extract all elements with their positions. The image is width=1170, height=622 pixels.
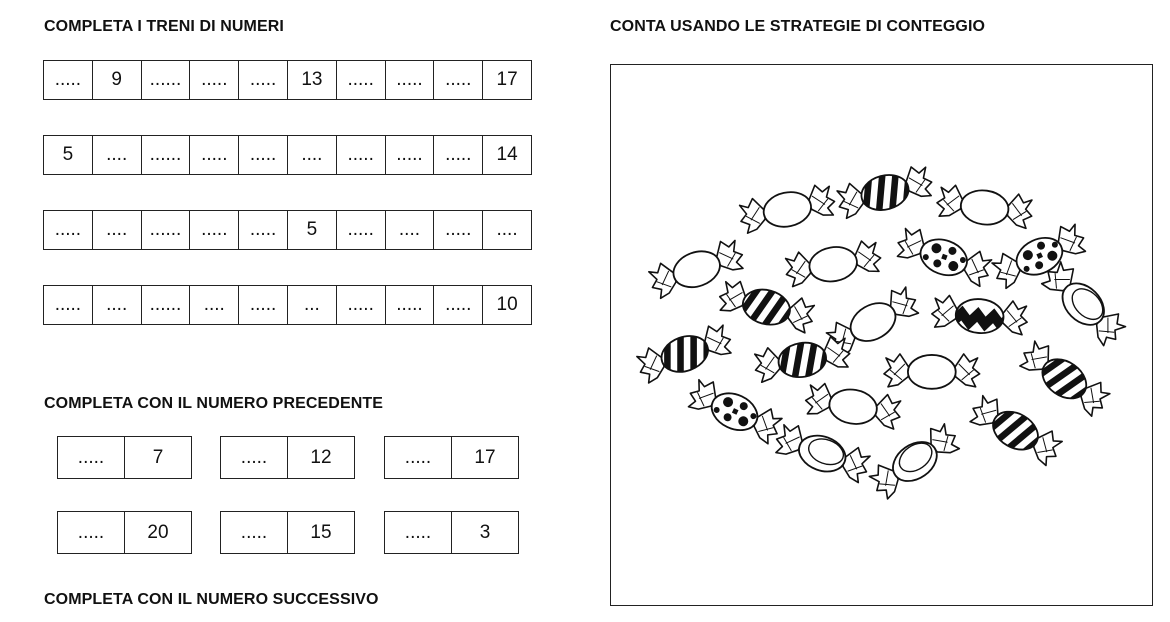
train-cell[interactable]: ...... [142, 61, 191, 99]
number-train-4 [43, 285, 532, 325]
answer-cell[interactable]: ..... [58, 512, 125, 553]
given-number: 17 [474, 446, 496, 468]
train-cell[interactable]: ... [288, 286, 337, 324]
train-cell[interactable]: ..... [337, 136, 386, 174]
precedente-box [384, 436, 519, 479]
train-cell[interactable]: 5 [288, 211, 337, 249]
train-cell[interactable]: ..... [386, 61, 435, 99]
train-cell[interactable]: ..... [190, 61, 239, 99]
train-cell[interactable]: ..... [239, 61, 288, 99]
given-number: 20 [147, 521, 169, 543]
candy-icon [865, 419, 963, 502]
candy-icon [1037, 258, 1129, 350]
candy-icon [633, 319, 737, 389]
precedente-box [220, 511, 355, 554]
number-train-3 [43, 210, 532, 250]
train-cell[interactable]: ..... [434, 286, 483, 324]
candy-icon [884, 354, 980, 389]
candy-picture-frame [610, 64, 1153, 606]
candy-icon [715, 275, 818, 338]
candy-icon [803, 381, 903, 432]
train-cell[interactable]: .... [288, 136, 337, 174]
train-cell[interactable]: ..... [337, 286, 386, 324]
precedente-box [57, 436, 192, 479]
train-cell[interactable]: 5 [44, 136, 93, 174]
train-cell[interactable]: ..... [386, 286, 435, 324]
train-cell[interactable]: ..... [434, 136, 483, 174]
given-number: 15 [310, 521, 332, 543]
candy-illustration [611, 65, 1152, 605]
train-cell[interactable]: ..... [434, 211, 483, 249]
given-number: 3 [479, 521, 491, 543]
heading-conta: CONTA USANDO LE STRATEGIE DI CONTEGGIO [610, 18, 986, 35]
answer-cell[interactable]: ..... [221, 437, 288, 478]
train-cell[interactable]: 17 [496, 69, 518, 90]
train-cell[interactable]: ..... [386, 136, 435, 174]
train-cell[interactable]: ..... [239, 211, 288, 249]
precedente-box [220, 436, 355, 479]
train-cell[interactable]: .... [190, 286, 239, 324]
number-train-2 [43, 135, 532, 175]
candy-icon [964, 389, 1067, 471]
train-cell[interactable]: 10 [496, 294, 518, 315]
heading-successivo: COMPLETA CON IL NUMERO SUCCESSIVO [44, 591, 379, 608]
given-number: 12 [310, 446, 332, 468]
candy-icon [1014, 335, 1115, 423]
heading-precedente: COMPLETA CON IL NUMERO PRECEDENTE [44, 395, 384, 412]
train-cell[interactable]: ..... [337, 211, 386, 249]
candy-icon [737, 182, 838, 236]
precedente-box [384, 511, 519, 554]
train-cell[interactable]: 14 [496, 144, 518, 165]
answer-cell[interactable]: ..... [221, 512, 288, 553]
train-cell[interactable]: ..... [44, 61, 93, 99]
candy-icon [783, 238, 883, 289]
answer-cell[interactable]: ..... [385, 512, 452, 553]
heading-trains: COMPLETA I TRENI DI NUMERI [44, 18, 284, 35]
candy-icon [684, 375, 785, 447]
train-cell[interactable]: ..... [239, 136, 288, 174]
candy-icon [931, 294, 1029, 337]
train-cell[interactable]: ..... [239, 286, 288, 324]
train-cell[interactable]: 13 [288, 61, 337, 99]
train-cell[interactable]: ..... [44, 211, 93, 249]
train-cell[interactable]: ...... [142, 211, 191, 249]
train-cell[interactable]: ..... [190, 136, 239, 174]
train-cell[interactable]: .... [93, 211, 142, 249]
candy-icon [834, 161, 937, 224]
train-cell[interactable]: ..... [434, 61, 483, 99]
train-cell[interactable]: ..... [337, 61, 386, 99]
train-cell[interactable]: .... [93, 136, 142, 174]
candy-icon [988, 220, 1089, 292]
train-cell[interactable]: ...... [142, 286, 191, 324]
train-cell[interactable]: ..... [190, 211, 239, 249]
precedente-box [57, 511, 192, 554]
train-cell[interactable]: .... [386, 211, 435, 249]
given-number: 7 [152, 446, 164, 468]
answer-cell[interactable]: ..... [385, 437, 452, 478]
train-cell[interactable]: .... [93, 286, 142, 324]
train-cell[interactable]: .... [496, 219, 518, 240]
train-cell[interactable]: 9 [93, 61, 142, 99]
train-cell[interactable]: ...... [142, 136, 191, 174]
candy-icon [771, 420, 873, 485]
answer-cell[interactable]: ..... [58, 437, 125, 478]
candy-icon [893, 224, 995, 289]
train-cell[interactable]: ..... [44, 286, 93, 324]
candy-icon [935, 183, 1035, 231]
number-train-1 [43, 60, 532, 100]
